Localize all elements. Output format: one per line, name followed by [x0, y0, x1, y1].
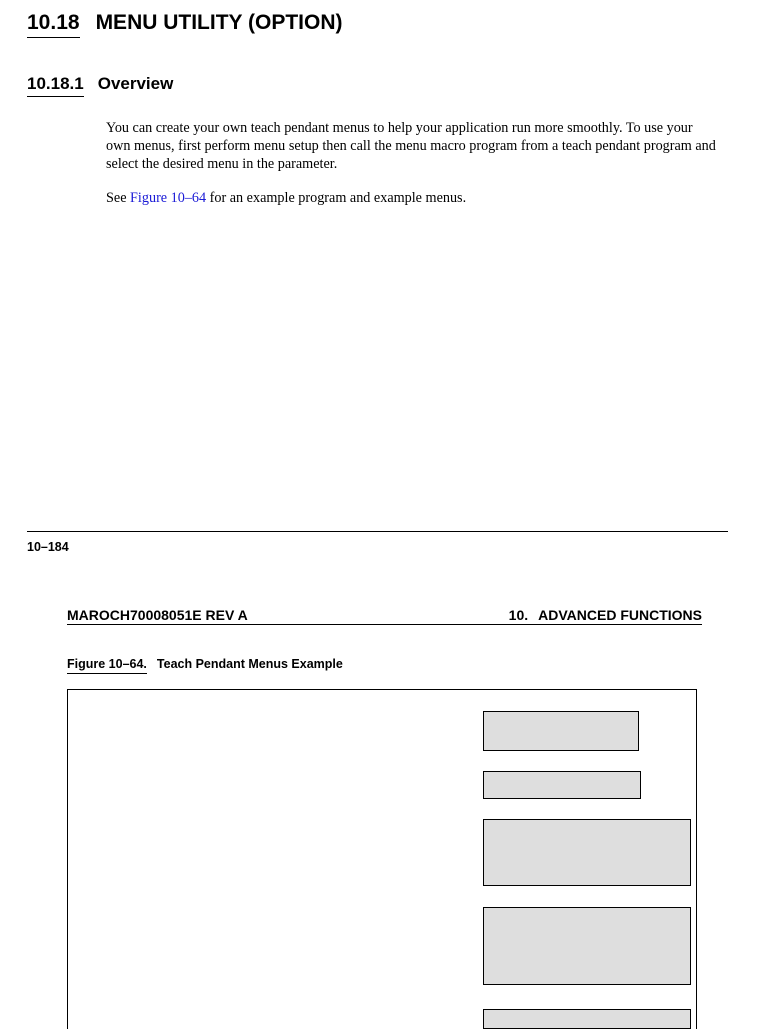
subsection-title: Overview: [97, 74, 174, 93]
reference-text-before: See: [106, 190, 131, 206]
figure-caption: [67, 656, 343, 674]
document-id: MAROCH70008051E REV A: [67, 607, 248, 623]
page-number: 10–184: [27, 540, 69, 554]
menu-screen-box: [483, 907, 691, 985]
chapter-title: ADVANCED FUNCTIONS: [538, 607, 702, 623]
overview-paragraph: You can create your own teach pendant menus to help your application run more smoothly. To use your own menus, first perform menu setup then call the menu macro program from a teach pendant program and select the desired menu in the parameter.: [106, 120, 716, 172]
section-number: 10.18: [27, 10, 80, 38]
section-heading: [27, 10, 343, 38]
figure-reference-paragraph: [106, 189, 720, 207]
chapter-heading: [509, 606, 702, 624]
section-title: MENU UTILITY (OPTION): [95, 11, 343, 34]
figure-number: Figure 10–64.: [67, 656, 147, 674]
menu-screen-box: [483, 819, 691, 886]
figure-title: Teach Pendant Menus Example: [156, 657, 343, 671]
subsection-number: 10.18.1: [27, 73, 84, 97]
next-page-header: [67, 606, 702, 625]
footer-divider: [27, 531, 728, 532]
figure-link[interactable]: Figure 10–64: [130, 190, 207, 206]
subsection-heading: [27, 73, 173, 97]
chapter-number: 10.: [508, 607, 529, 623]
reference-text-after: for an example program and example menus.: [206, 190, 467, 206]
menu-screen-box: [483, 1009, 691, 1029]
menu-screen-box: [483, 711, 639, 751]
menu-screen-box: [483, 771, 641, 799]
